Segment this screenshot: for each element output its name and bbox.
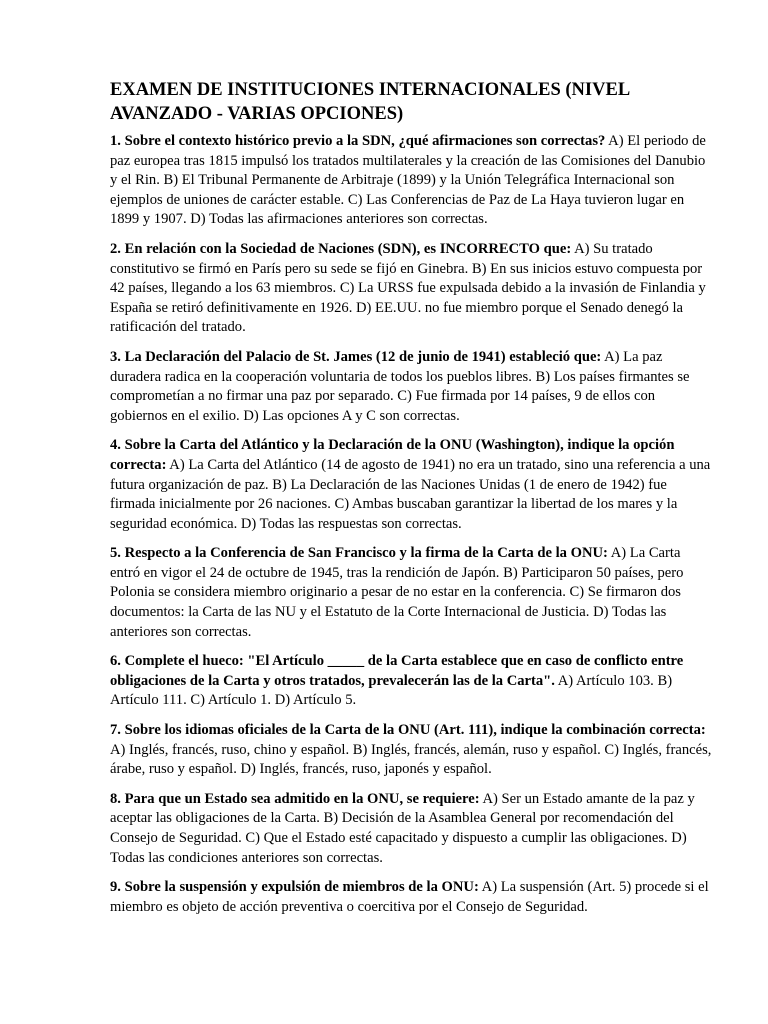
question-options: A) Inglés, francés, ruso, chino y español. B) Inglés, francés, alemán, ruso y español. C) Inglés, francés, árabe, ruso y español. D) Inglés, francés, ruso, japonés y español. [110, 741, 712, 778]
question-6 [110, 652, 712, 711]
question-stem: 1. Sobre el contexto histórico previo a la SDN, ¿qué afirmaciones son correctas? [110, 133, 606, 149]
question-stem: 6. Complete el hueco: "El Artículo _____ de la Carta establece que en caso de conflicto entre obligaciones de la Carta y otros tratados, prevalecerán las de la Carta". [110, 653, 684, 689]
question-stem: 3. La Declaración del Palacio de St. James (12 de junio de 1941) estableció que: [110, 348, 602, 365]
question-stem: 5. Respecto a la Conferencia de San Francisco y la firma de la Carta de la ONU: [110, 545, 608, 562]
question-3 [110, 348, 712, 426]
question-1 [110, 132, 712, 230]
question-options: A) Ser un Estado amante de la paz y aceptar las obligaciones de la Carta. B) Decisión de la Asamblea General por recomendación del Consejo de Seguridad. C) Que el Estado esté capacitado y dispuesto a cumplir las obligaciones. D) Todas las condiciones anteriores son correctas. [110, 790, 695, 866]
question-9 [110, 878, 712, 917]
question-options: A) La paz duradera radica en la cooperación voluntaria de todos los pueblos libres. B) Los países firmantes se comprometían a no firmar una paz por separado. C) Fue firmada por 14 países, 9 de ellos con gobiernos en el exilio. D) Las opciones A y C son correctas. [110, 348, 690, 424]
question-stem: 7. Sobre los idiomas oficiales de la Carta de la ONU (Art. 111), indique la combinación correcta: [110, 722, 706, 739]
question-7 [110, 721, 712, 780]
question-8 [110, 790, 712, 868]
question-options: A) El periodo de paz europea tras 1815 impulsó los tratados multilaterales y la creación de las Comisiones del Danubio y el Rin. B) El Tribunal Permanente de Arbitraje (1899) y la Unión Telegráfica Internacional son ejemplos de uniones de carácter estable. C) Las Conferencias de Paz de La Haya tuvieron lugar en 1899 y 1907. D) Todas las afirmaciones anteriores son correctas. [110, 133, 706, 228]
question-2 [110, 240, 712, 338]
question-options: A) La Carta del Atlántico (14 de agosto de 1941) no era un tratado, sino una referencia a una futura organización de paz. B) La Declaración de las Naciones Unidas (1 de enero de 1942) fue firmada inicialmente por 26 naciones. C) Ambas buscaban garantizar la libertad de los mares y la seguridad económica. D) Todas las respuestas son correctas. [110, 456, 711, 532]
question-options: A) La suspensión (Art. 5) procede si el miembro es objeto de acción preventiva o coercitiva por el Consejo de Seguridad. [110, 879, 709, 915]
question-stem: 2. En relación con la Sociedad de Naciones (SDN), es INCORRECTO que: [110, 240, 572, 257]
question-4 [110, 436, 712, 534]
exam-title: EXAMEN DE INSTITUCIONES INTERNACIONALES (NIVEL AVANZADO - VARIAS OPCIONES) [110, 80, 630, 124]
question-5 [110, 544, 712, 642]
question-stem: 9. Sobre la suspensión y expulsión de miembros de la ONU: [110, 879, 479, 896]
question-options: A) La Carta entró en vigor el 24 de octubre de 1945, tras la rendición de Japón. B) Participaron 50 países, pero Polonia se considera miembro originario a pesar de no estar en la conferencia. C) Se firmaron dos documentos: la Carta de las NU y el Estatuto de la Corte Internacional de Justicia. D) Todas las anteriores son correctas. [110, 545, 684, 640]
question-stem: 8. Para que un Estado sea admitido en la ONU, se requiere: [110, 790, 480, 807]
question-options: A) Artículo 103. B) Artículo 111. C) Artículo 1. D) Artículo 5. [110, 672, 673, 709]
question-stem: 4. Sobre la Carta del Atlántico y la Declaración de la ONU (Washington), indique la opción correcta: [110, 437, 675, 473]
question-options: A) Su tratado constitutivo se firmó en París pero su sede se fijó en Ginebra. B) En sus inicios estuvo compuesta por 42 países, llegando a los 63 miembros. C) La URSS fue expulsada debido a la invasión de Finlandia y España se retiró definitivamente en 1926. D) EE.UU. no fue miembro porque el Senado denegó la ratificación del tratado. [110, 240, 706, 336]
